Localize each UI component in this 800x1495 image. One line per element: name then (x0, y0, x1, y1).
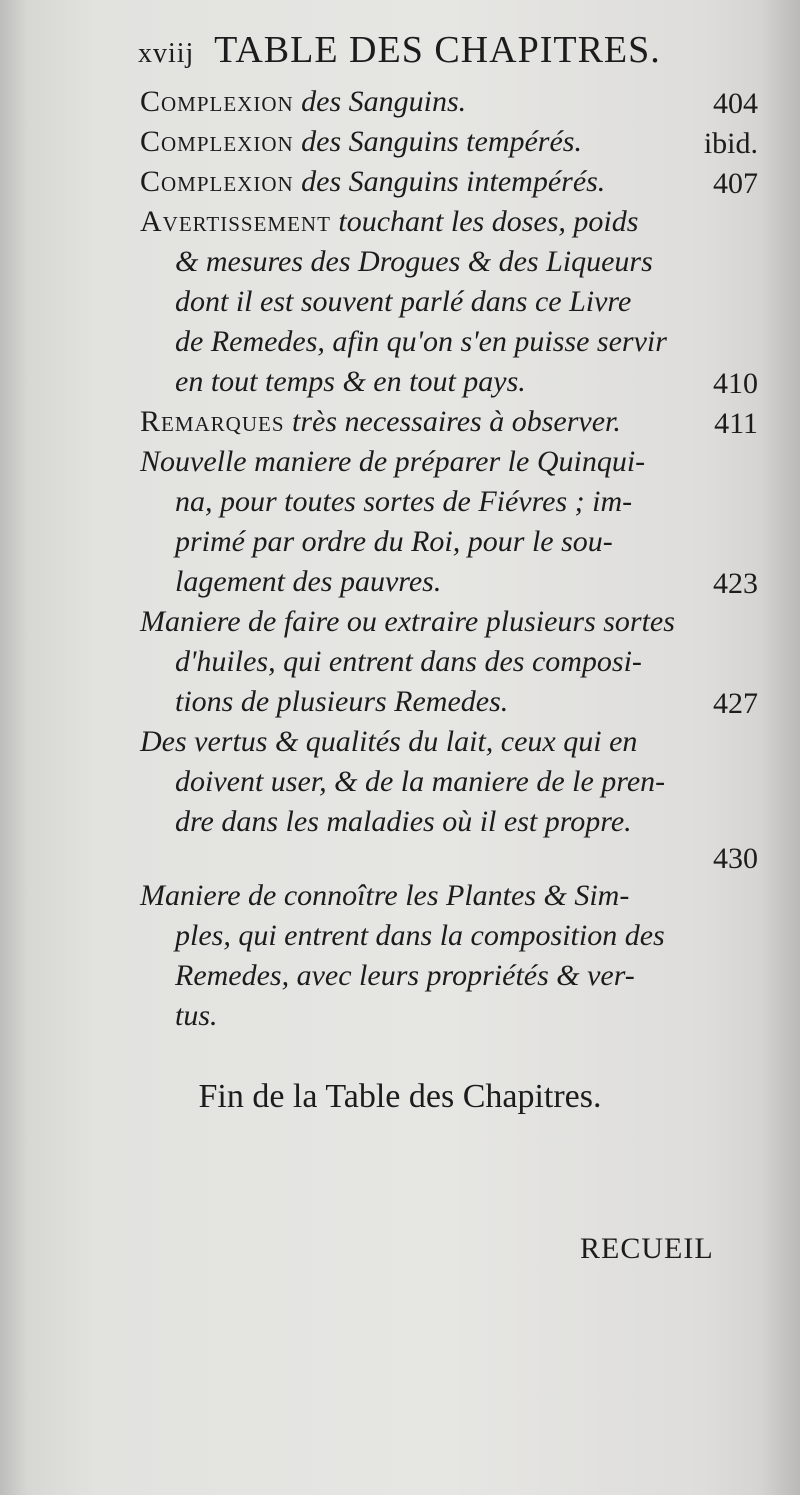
entry-text: des Sanguins. (293, 85, 467, 118)
entry-text: ples, qui entrent dans la composition des (175, 919, 665, 952)
entry-text: touchant les doses, poids (330, 205, 639, 238)
page-number: 407 (713, 167, 758, 200)
page-number: 430 (713, 842, 758, 875)
entry-lead: Complexion (140, 85, 294, 118)
entry-text: lagement des pauvres. (175, 565, 442, 598)
page-number: ibid. (703, 127, 758, 160)
entry-text: Des vertus & qualités du lait, ceux qui en (140, 725, 638, 758)
entry-text: des Sanguins tempérés. (293, 125, 582, 158)
table-of-contents (140, 82, 758, 1036)
toc-entry (140, 202, 758, 402)
page-number: 423 (713, 567, 758, 600)
toc-entry (140, 162, 758, 202)
entry-text: primé par ordre du Roi, pour le sou- (175, 525, 613, 558)
entry-text: dre dans les maladies où il est propre. (175, 805, 632, 838)
entry-text: Maniere de connoître les Plantes & Sim- (140, 879, 630, 912)
toc-entry (140, 442, 758, 602)
entry-lead: Complexion (140, 165, 294, 198)
end-of-table-note: Fin de la Table des Chapitres. (198, 1078, 602, 1115)
entry-text: tus. (175, 999, 218, 1032)
toc-entry (140, 402, 758, 442)
toc-entry (140, 876, 758, 1036)
entry-text: doivent user, & de la maniere de le pren- (175, 765, 666, 798)
entry-text: Maniere de faire ou extraire plusieurs sortes (140, 605, 675, 638)
catchword: RECUEIL (580, 1232, 714, 1265)
entry-text: na, pour toutes sortes de Fiévres ; im- (175, 485, 633, 518)
entry-text: de Remedes, afin qu'on s'en puisse servir (175, 325, 667, 358)
entry-text: des Sanguins intempérés. (293, 165, 606, 198)
entry-text: Nouvelle maniere de préparer le Quinqui- (140, 445, 646, 478)
running-header (138, 28, 678, 78)
page-number: 404 (713, 87, 758, 120)
entry-lead: Remarques (140, 405, 285, 438)
toc-entry (140, 722, 758, 876)
page-folio: xviij (138, 38, 195, 69)
entry-text: très necessaires à observer. (284, 405, 621, 438)
page-number: 410 (713, 367, 758, 400)
entry-text: d'huiles, qui entrent dans des composi- (175, 645, 642, 678)
entry-text: tions de plusieurs Remedes. (175, 685, 509, 718)
page-title: TABLE DES CHAPITRES. (214, 29, 661, 71)
toc-entry (140, 122, 758, 162)
entry-text: dont il est souvent parlé dans ce Livre (175, 285, 632, 318)
entry-lead: Avertissement (140, 205, 331, 238)
page-number: 427 (713, 687, 758, 720)
entry-text: & mesures des Drogues & des Liqueurs (175, 245, 653, 278)
entry-text: Remedes, avec leurs propriétés & ver- (175, 959, 635, 992)
entry-text: en tout temps & en tout pays. (175, 365, 526, 398)
toc-entry (140, 602, 758, 722)
toc-entry (140, 82, 758, 122)
page-number: 411 (714, 407, 758, 440)
entry-lead: Complexion (140, 125, 294, 158)
